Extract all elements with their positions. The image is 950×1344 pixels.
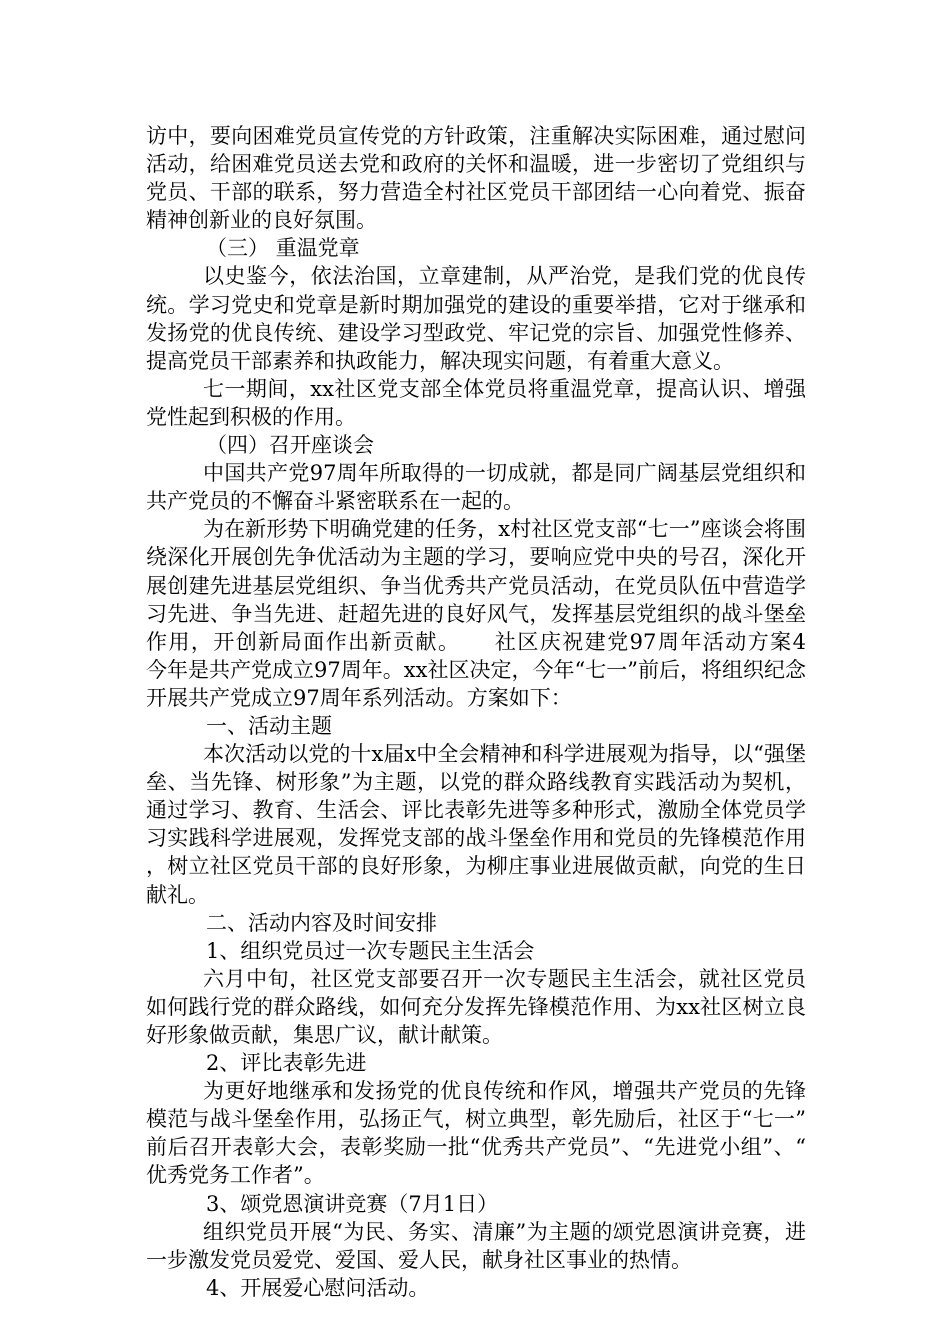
paragraph: 七一期间，xx社区党支部全体党员将重温党章，提高认识、增强党性起到积极的作用。 — [146, 376, 806, 429]
section-heading-schedule: 二、活动内容及时间安排 — [206, 910, 437, 935]
paragraph: 本次活动以党的十x届x中全会精神和科学进展观为指导，以“强堡垒、当先锋、树形象”为主题，以党的群众路线教育实践活动为契机，通过学习、教育、生活会、评比表彰先进等多种形式，激励全体党员学习实践科学进展观，发挥党支部的战斗堡垒作用和党员的先锋模范作用，树立社区党员干部的良好形象，为柳庄事业进展做贡献，向党的生日献礼。 — [146, 742, 806, 907]
subsection-heading-3: 3、颂党恩演讲竞赛（7月1日） — [206, 1191, 499, 1216]
paragraph: 为在新形势下明确党建的任务，x村社区党支部“七一”座谈会将围绕深化开展创先争优活动为主题的学习，要响应党中央的号召，深化开展创建先进基层党组织、争当优秀共产党员活动，在党员队伍中营造学习先进、争当先进、赶超先进的良好风气，发挥基层党组织的战斗堡垒作用，开创新局面作出新贡献。 社区庆祝建党97周年活动方案4 今年是共产党成立97周年。xx社区决定，今年“七一”前后，将组织纪念开展共产党成立97周年系列活动。方案如下： — [146, 517, 848, 710]
section-heading-4: （四）召开座谈会 — [206, 433, 374, 458]
subsection-heading-4: 4、开展爱心慰问活动。 — [206, 1275, 430, 1300]
section-heading-3: （三） 重温党章 — [206, 236, 360, 261]
paragraph: 中国共产党97周年所取得的一切成就，都是同广阔基层党组织和共产党员的不懈奋斗紧密联系在一起的。 — [146, 461, 806, 514]
paragraph: 为更好地继承和发扬党的优良传统和作风，增强共产党员的先锋模范与战斗堡垒作用，弘扬正气，树立典型，彰先励后，社区于“七一”前后召开表彰大会，表彰奖励一批“优秀共产党员”、“先进党小组”、“优秀党务工作者”。 — [146, 1079, 806, 1188]
paragraph: 六月中旬，社区党支部要召开一次专题民主生活会，就社区党员如何践行党的群众路线，如何充分发挥先锋模范作用、为xx社区树立良好形象做贡献，集思广议，献计献策。 — [146, 966, 806, 1047]
section-heading-theme: 一、活动主题 — [206, 713, 332, 738]
paragraph: 组织党员开展“为民、务实、清廉”为主题的颂党恩演讲竞赛，进一步激发党员爱党、爱国、爱人民，献身社区事业的热情。 — [146, 1219, 806, 1272]
paragraph-continued: 访中，要向困难党员宣传党的方针政策，注重解决实际困难，通过慰问活动，给困难党员送去党和政府的关怀和温暖，进一步密切了党组织与党员、干部的联系，努力营造全村社区党员干部团结一心向着党、振奋精神创新业的良好氛围。 — [146, 124, 806, 233]
document-page — [146, 122, 848, 1302]
paragraph: 以史鉴今，依法治国，立章建制，从严治党，是我们党的优良传统。学习党史和党章是新时期加强党的建设的重要举措，它对于继承和发扬党的优良传统、建设学习型政党、牢记党的宗旨、加强党性修养、提高党员干部素养和执政能力，解决现实问题，有着重大意义。 — [146, 264, 806, 373]
subsection-heading-1: 1、组织党员过一次专题民主生活会 — [206, 938, 535, 963]
subsection-heading-2: 2、评比表彰先进 — [206, 1051, 367, 1076]
